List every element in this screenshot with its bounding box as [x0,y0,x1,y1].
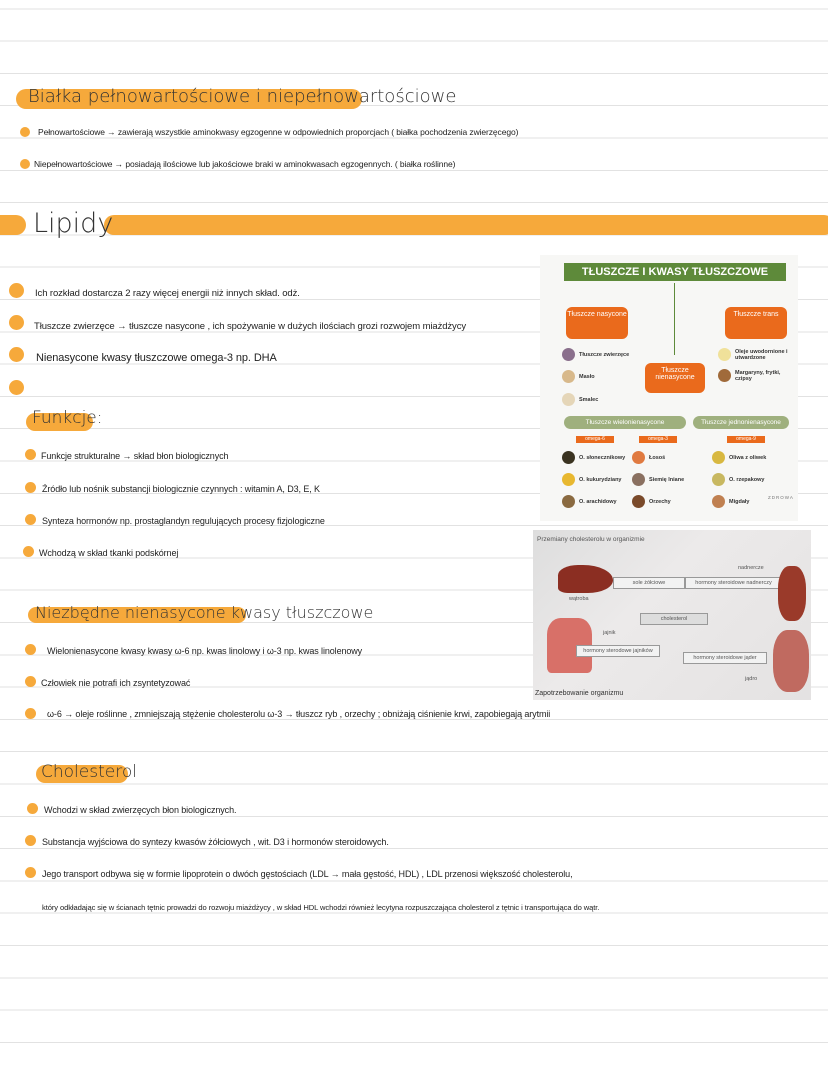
bullet [9,347,24,362]
list-item: Funkcje strukturalne → skład błon biologicznych [41,451,229,461]
bullet [25,867,36,878]
ovary-box: hormony sterodowe jajników [576,645,660,657]
heading-highlight [104,215,828,235]
list-item: Człowiek nie potrafi ich zsyntetyzować [41,678,191,688]
food-item: Margaryny, frytki, czipsy [718,369,793,382]
liver-label: wątroba [569,596,589,602]
list-item: Nienasycone kwasy tłuszczowe omega-3 np. DHA [36,352,277,364]
cholesterol-diagram [533,530,811,700]
food-item: Masło [562,370,595,383]
section-title-cholesterol: Cholesterol [41,762,137,782]
bullet [23,546,34,557]
food-item: O. rzepakowy [729,476,765,483]
diagram-title: Przemiany cholesterolu w organizmie [537,536,645,543]
bullet [9,380,24,395]
bullet [25,514,36,525]
list-item: Źródło lub nośnik substancji biologicznie czynnych : witamin A, D3, E, K [42,484,320,494]
food-item: Oliwa z oliwek [729,454,767,461]
liver-image [558,565,613,593]
mono-label: Tłuszcze jednonienasycone [693,416,789,429]
bile-box: sole żółciowe [613,577,685,589]
bullet [25,644,36,655]
poly-label: Tłuszcze wielonienasycone [564,416,686,429]
saturated-box: Tłuszcze nasycone [566,307,628,339]
kidney-image [778,566,806,621]
adrenal-label: nadnercze [738,565,764,571]
bullet [20,159,30,169]
list-item: Pełnowartościowe → zawierają wszystkie aminokwasy egzogenne w odpowiednich proporcjach ( białka pochodzenia zwierzęcego) [38,127,519,137]
section-title-lipids: Lipidy [33,208,114,239]
bullet [9,315,24,330]
adrenal-box: hormony steroidowe nadnerczy [685,577,782,589]
unsaturated-box: Tłuszcze nienasycone [645,363,705,393]
trans-box: Tłuszcze trans [725,307,787,339]
fats-infographic [540,255,798,521]
bullet [25,449,36,460]
section-title-proteins: Białka pełnowartościowe i niepełnowartościowe [28,86,457,107]
bullet [20,127,30,137]
logo: ZDROWA [768,495,794,500]
bullet [27,803,38,814]
food-item: O. słonecznikowy [579,454,626,461]
male-organs-image [773,630,809,692]
infographic-title: TŁUSZCZE I KWASY TŁUSZCZOWE [564,263,786,281]
food-item: Orzechy [649,498,671,505]
list-item: Wchodzi w skład zwierzęcych błon biologicznych. [44,805,237,815]
bullet [9,283,24,298]
section-title-functions: Funkcje: [32,408,103,428]
bullet [25,835,36,846]
list-item: Jego transport odbywa się w formie lipoprotein o dwóch gęstościach (LDL → mała gęstość, HDL) , LDL przenosi większość cholesterolu, [42,869,573,879]
omega9-tag: omega-9 [727,436,765,443]
diagram-footer: Zapotrzebowanie organizmu [535,690,624,697]
list-item: Tłuszcze zwierzęce → tłuszcze nasycone , ich spożywanie w dużych ilościach grozi rozwojem miażdżycy [34,321,467,332]
food-item: O. arachidowy [579,498,617,505]
bullet [25,482,36,493]
bullet [25,676,36,687]
list-item: Wchodzą w skład tkanki podskórnej [39,548,179,558]
testes-box: hormony steroidowe jąder [683,652,767,664]
food-item: Smalec [562,393,598,406]
food-item: Siemię lniane [649,476,685,483]
ovary-label: jajnik [603,630,616,636]
list-item-continuation: który odkładając się w ścianach tętnic prowadzi do rozwoju miażdżycy , w skład HDL wchodzi również lecytyna rozpuszczająca cholesterol z tętnic i transportująca do wątr. [42,903,600,912]
bullet [25,708,36,719]
food-item: Oleje uwodornione i utwardzone [718,348,793,361]
food-item: O. kukurydziany [579,476,622,483]
list-item: Substancja wyjściowa do syntezy kwasów żółciowych , wit. D3 i hormonów steroidowych. [42,837,389,847]
cholesterol-box: cholesterol [640,613,708,625]
heading-highlight [0,215,26,235]
food-item: Łosoś [649,454,666,461]
list-item: Synteza hormonów np. prostaglandyn regulujących procesy fizjologiczne [42,516,325,526]
arrow [674,283,675,355]
list-item: ω-6 → oleje roślinne , zmniejszają stężenie cholesterolu ω-3 → tłuszcz ryb , orzechy ; obniżają ciśnienie krwi, zapobiegają arytmii [47,709,551,719]
list-item: Niepełnowartościowe → posiadają ilościowe lub jakościowe braki w aminokwasach egzogennych. ( białka roślinne) [34,159,456,169]
omega3-tag: omega-3 [639,436,677,443]
section-title-efa: Niezbędne nienasycone kwasy tłuszczowe [35,603,374,622]
list-item: Ich rozkład dostarcza 2 razy więcej energii niż innych skład. odż. [35,288,300,299]
food-item: Tłuszcze zwierzęce [562,348,629,361]
testis-label: jądro [745,676,758,682]
list-item: Wielonienasycone kwasy kwasy ω-6 np. kwas linolowy i ω-3 np. kwas linolenowy [47,646,363,656]
omega6-tag: omega-6 [576,436,614,443]
food-item: Migdały [729,498,750,505]
